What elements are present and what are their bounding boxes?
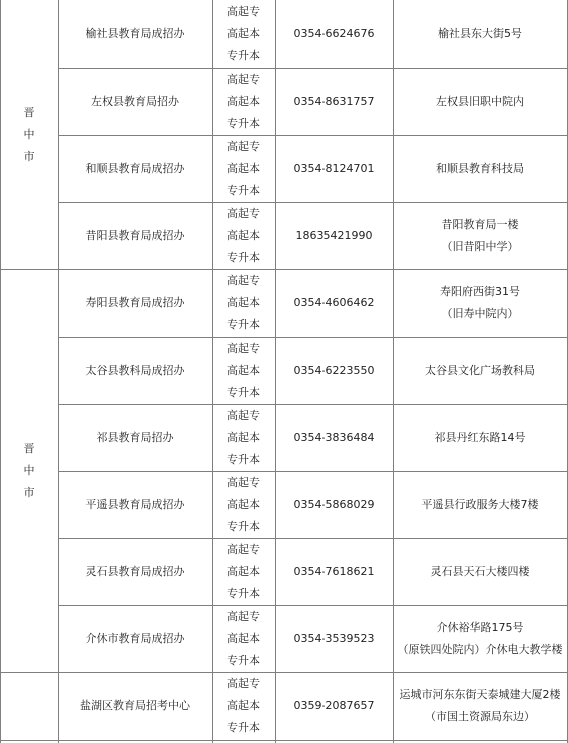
study-level: 高起专 (227, 542, 260, 556)
city-char: 晋 (23, 105, 35, 119)
office-address (393, 135, 567, 202)
office-name-text: 和顺县教育局成招办 (85, 161, 185, 175)
city-char: 市 (23, 485, 35, 499)
study-level: 专升本 (227, 49, 260, 62)
study-level: 高起专 (227, 677, 260, 690)
study-level: 高起本 (227, 296, 260, 309)
city-char: 中 (23, 127, 35, 141)
study-level: 专升本 (227, 318, 260, 331)
study-level: 高起本 (227, 161, 260, 175)
study-level: 高起专 (227, 139, 260, 153)
city-char: 市 (23, 149, 35, 163)
office-address (393, 202, 567, 269)
office-address (393, 68, 567, 135)
city-name (0, 0, 58, 269)
study-level: 高起专 (227, 274, 260, 287)
study-levels (212, 68, 275, 135)
study-levels (212, 202, 275, 269)
study-levels (212, 337, 275, 404)
study-level: 专升本 (227, 721, 260, 734)
phone-number (275, 404, 393, 471)
phone-number (275, 538, 393, 605)
study-level: 高起专 (227, 408, 260, 422)
study-levels (212, 672, 275, 740)
phone-number (275, 0, 393, 68)
phone-number (275, 471, 393, 538)
office-address (393, 404, 567, 471)
office-name (58, 0, 212, 68)
office-name-text: 灵石县教育局成招办 (85, 564, 185, 578)
office-name (58, 404, 212, 471)
study-level: 专升本 (227, 586, 260, 600)
office-name-text: 左权县教育局招办 (91, 94, 179, 108)
phone-number-text: 0354-5868029 (293, 497, 375, 511)
address-line: 榆社县东大街5号 (438, 27, 522, 40)
office-name (58, 337, 212, 404)
phone-number-text: 0354-8124701 (293, 161, 375, 175)
study-level: 专升本 (227, 452, 260, 466)
office-name-text: 盐湖区教育局招考中心 (80, 699, 190, 712)
office-address (393, 538, 567, 605)
phone-number (275, 672, 393, 740)
phone-number-text: 0354-3539523 (293, 631, 375, 645)
office-name-text: 介休市教育局成招办 (85, 631, 185, 645)
study-level: 高起本 (227, 699, 260, 712)
study-levels (212, 269, 275, 337)
study-levels (212, 404, 275, 471)
study-level: 专升本 (227, 250, 260, 264)
phone-number (275, 269, 393, 337)
study-level: 高起专 (227, 475, 260, 489)
office-name (58, 605, 212, 672)
study-level: 专升本 (227, 116, 260, 130)
study-level: 高起专 (227, 5, 260, 18)
study-level: 高起本 (227, 564, 260, 578)
address-line: 平遥县行政服务大楼7楼 (421, 497, 539, 511)
study-level: 高起专 (227, 206, 260, 220)
address-line: 左权县旧职中院内 (436, 94, 524, 108)
study-level: 专升本 (227, 519, 260, 533)
phone-number (275, 605, 393, 672)
phone-number-text: 0354-4606462 (293, 296, 375, 309)
office-name (58, 471, 212, 538)
phone-number-text: 18635421990 (295, 228, 373, 242)
address-line: 昔阳教育局一楼 (441, 217, 519, 231)
office-name (58, 269, 212, 337)
study-levels (212, 538, 275, 605)
group-divider (0, 740, 568, 741)
study-level: 高起专 (227, 341, 260, 355)
study-levels (212, 135, 275, 202)
study-level: 高起专 (227, 609, 260, 623)
study-level: 高起专 (227, 72, 260, 86)
study-level: 高起本 (227, 228, 260, 242)
office-name-text: 平遥县教育局成招办 (85, 497, 185, 511)
address-line: 和顺县教育科技局 (436, 161, 524, 175)
address-line: （旧寿中院内） (441, 307, 519, 320)
office-address (393, 269, 567, 337)
office-name (58, 538, 212, 605)
office-address (393, 672, 567, 740)
city-name (0, 672, 58, 740)
address-line: 运城市河东东街天泰城建大厦2楼 (399, 688, 561, 701)
study-level: 高起本 (227, 631, 260, 645)
address-line: （旧昔阳中学） (441, 239, 519, 253)
study-level: 高起本 (227, 94, 260, 108)
study-level: 高起本 (227, 430, 260, 444)
office-name-text: 太谷县教科局成招办 (85, 363, 185, 377)
address-line: 灵石县天石大楼四楼 (430, 564, 530, 578)
study-levels (212, 0, 275, 68)
study-level: 高起本 (227, 497, 260, 511)
address-line: 寿阳府西街31号 (440, 285, 520, 298)
phone-number-text: 0354-6223550 (293, 363, 375, 377)
study-level: 专升本 (227, 183, 260, 197)
office-address (393, 605, 567, 672)
phone-number-text: 0354-7618621 (293, 564, 375, 578)
phone-number (275, 337, 393, 404)
address-line: （市国土资源局东边） (425, 710, 535, 723)
phone-number-text: 0359-2087657 (293, 699, 375, 712)
office-name (58, 672, 212, 740)
phone-number-text: 0354-3836484 (293, 430, 375, 444)
office-name-text: 祁县教育局招办 (96, 430, 174, 444)
office-name (58, 68, 212, 135)
address-line: 太谷县文化广场教科局 (425, 363, 535, 377)
office-name-text: 榆社县教育局成招办 (85, 27, 185, 40)
city-char: 中 (23, 463, 35, 477)
office-name (58, 202, 212, 269)
phone-number-text: 0354-8631757 (293, 94, 375, 108)
study-level: 高起本 (227, 363, 260, 377)
study-levels (212, 471, 275, 538)
city-char: 晋 (23, 441, 35, 455)
address-line: 祁县丹红东路14号 (434, 430, 526, 444)
study-level: 高起本 (227, 27, 260, 40)
phone-number (275, 68, 393, 135)
study-level: 专升本 (227, 653, 260, 667)
office-name (58, 135, 212, 202)
study-levels (212, 605, 275, 672)
address-line: （原铁四处院内）介休电大教学楼 (397, 642, 563, 656)
study-level: 专升本 (227, 385, 260, 399)
phone-number-text: 0354-6624676 (293, 27, 375, 40)
office-name-text: 昔阳县教育局成招办 (85, 228, 185, 242)
office-name-text: 寿阳县教育局成招办 (85, 296, 185, 309)
phone-number (275, 202, 393, 269)
city-name (0, 269, 58, 672)
office-address (393, 0, 567, 68)
office-address (393, 471, 567, 538)
address-line: 介休裕华路175号 (436, 620, 524, 634)
phone-number (275, 135, 393, 202)
office-address (393, 337, 567, 404)
